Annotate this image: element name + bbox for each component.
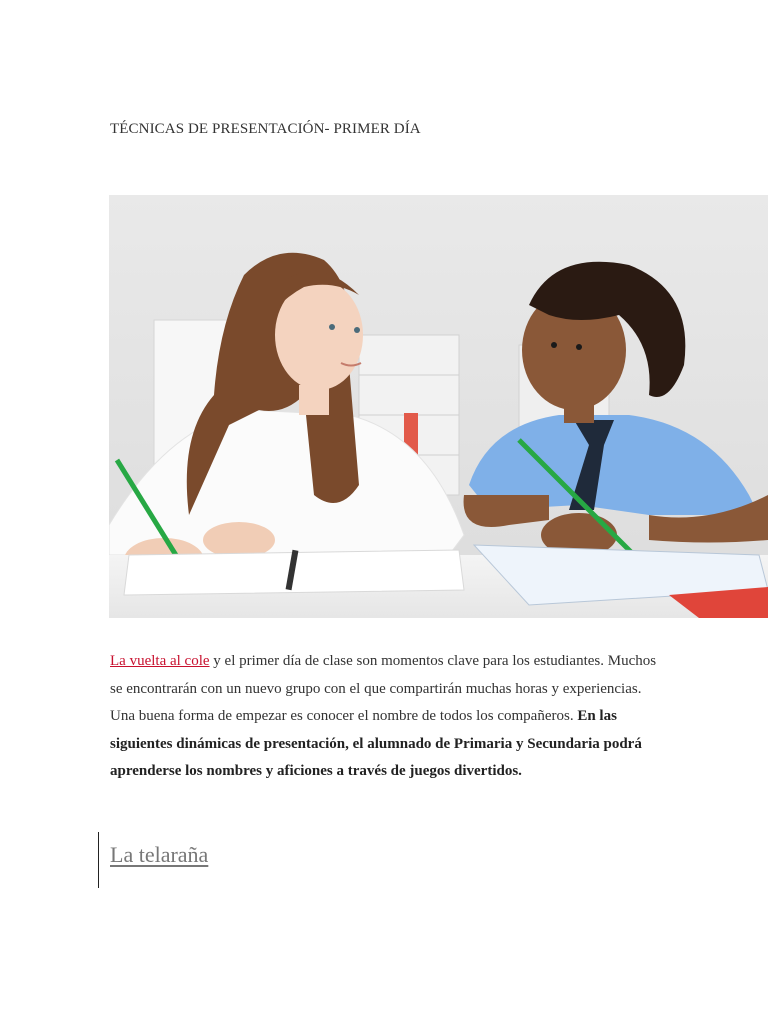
back-to-school-link[interactable]: La vuelta al cole xyxy=(110,653,210,669)
intro-paragraph xyxy=(110,648,670,786)
text-cursor-bar xyxy=(98,832,99,888)
intro-text: y el primer día de clase son momentos clave para los estudiantes. Muchos se encontrarán con un nuevo grupo con el que compartirán muchas horas y experiencias. Una buena forma de empezar es conocer el nombre de todos los compañeros. xyxy=(110,653,657,724)
intro-bold-text: En las siguientes dinámicas de presentación, el alumnado de Primaria y Secundaria podrá aprenderse los nombres y aficiones a través de juegos divertidos. xyxy=(110,708,642,779)
document-title: TÉCNICAS DE PRESENTACIÓN- PRIMER DÍA xyxy=(110,121,421,137)
section-heading[interactable]: La telaraña xyxy=(110,842,209,867)
classroom-photo xyxy=(109,195,768,618)
